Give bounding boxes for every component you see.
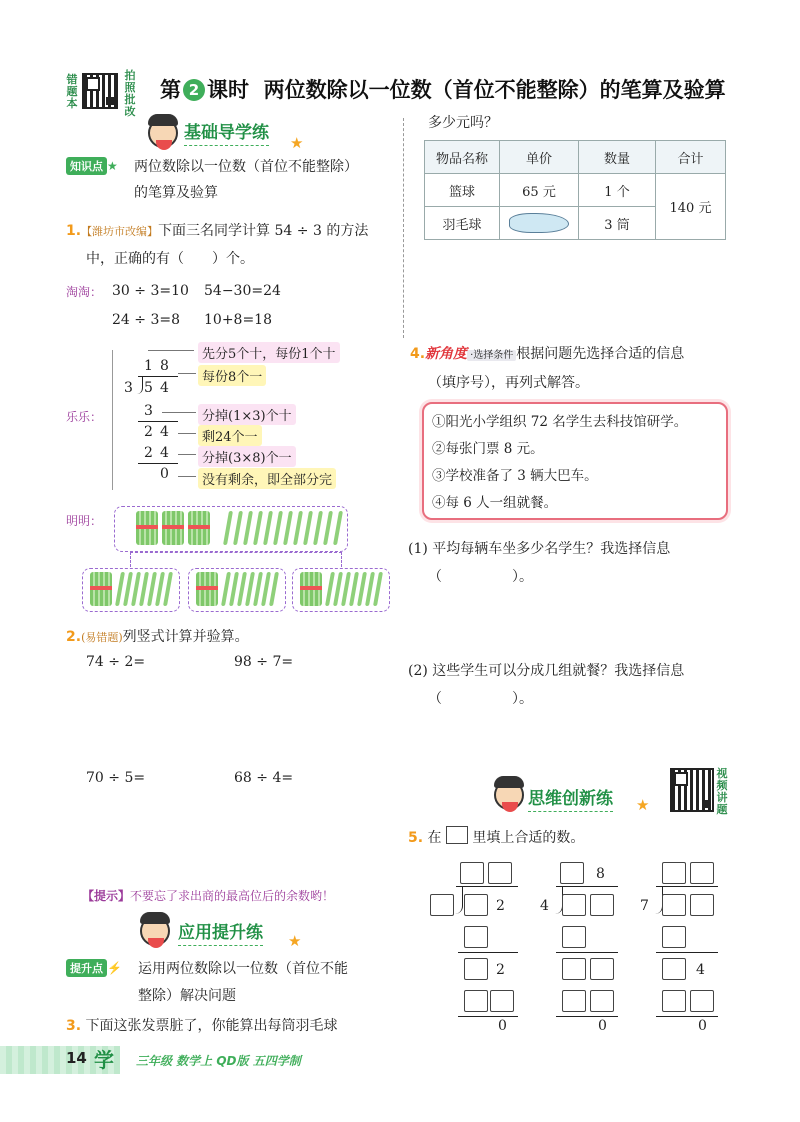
- blank-box[interactable]: [460, 862, 484, 884]
- blank-box[interactable]: [490, 990, 514, 1012]
- blank-box[interactable]: [690, 990, 714, 1012]
- digit: 0: [598, 1018, 607, 1034]
- sub-question-2-blank[interactable]: （ ）。: [428, 691, 533, 707]
- brand-logo: 学: [94, 1048, 114, 1072]
- table-header: 物品名称: [425, 141, 500, 174]
- lesson-number: 2: [183, 79, 205, 101]
- kid-mascot-icon: [494, 780, 524, 810]
- expression-1: 74 ÷ 2=: [86, 654, 146, 670]
- page-number: 14: [66, 1049, 87, 1067]
- option-3: ③学校准备了 3 辆大巴车。: [432, 468, 598, 484]
- blank-box[interactable]: [562, 894, 586, 916]
- table-cell: 65 元: [500, 174, 579, 207]
- taotao-label: 淘淘：: [66, 285, 103, 299]
- kid-mascot-icon: [140, 916, 170, 946]
- box-icon: [446, 826, 468, 844]
- question-2: 2.(易错题)列竖式计算并验算。: [66, 629, 249, 645]
- knowledge-point-text-2: 的笔算及验算: [134, 185, 218, 201]
- option-1: ①阳光小学组织 72 名学生去科技馆研学。: [432, 414, 688, 430]
- table-total: 140 元: [656, 174, 726, 240]
- blank-box[interactable]: [464, 894, 488, 916]
- table-cell: 1 个: [579, 174, 656, 207]
- note-1: 先分5个十，每份1个十: [198, 342, 340, 363]
- table-header: 数量: [579, 141, 656, 174]
- note-6: 没有剩余，即全部分完: [198, 468, 336, 489]
- question-3-cont: 多少元吗？: [428, 115, 498, 131]
- option-2: ②每张门票 8 元。: [432, 441, 544, 457]
- blank-box[interactable]: [662, 990, 686, 1012]
- question-4: 4.新角度 ·选择条件 根据问题先选择合适的信息: [410, 346, 685, 362]
- upgrade-point-text-2: 整除）解决问题: [138, 988, 236, 1004]
- section-title-basics: 基础导学练: [184, 118, 269, 146]
- digit: 8: [596, 866, 605, 882]
- question-3: 3. 下面这张发票脏了，你能算出每筒羽毛球: [66, 1018, 338, 1034]
- arrow-line: [178, 454, 196, 455]
- arrow-line: [162, 412, 196, 413]
- video-label: 视频讲题: [716, 767, 728, 816]
- taotao-line1b: 54−30=24: [204, 283, 281, 299]
- blank-box[interactable]: [464, 990, 488, 1012]
- option-4: ④每 6 人一组就餐。: [432, 495, 558, 511]
- taotao-line1a: 30 ÷ 3=10: [112, 283, 189, 299]
- question-1-cont: 中，正确的有（ ）个。: [86, 251, 254, 267]
- blank-box[interactable]: [562, 990, 586, 1012]
- stick-bundle-icon: [188, 511, 210, 545]
- note-2: 每份8个一: [198, 365, 266, 386]
- lightning-icon: ⚡: [107, 961, 122, 975]
- book-info: 三年级 数学上 QD版 五四学制: [136, 1054, 301, 1068]
- sub-question-1: (1) 平均每辆车坐多少名学生？我选择信息: [408, 541, 671, 557]
- qr-code-icon[interactable]: [82, 73, 118, 109]
- knowledge-point-text: 两位数除以一位数（首位不能整除）: [134, 159, 358, 175]
- blank-box[interactable]: [690, 894, 714, 916]
- lele-label: 乐乐：: [66, 410, 103, 424]
- digit: 0: [498, 1018, 507, 1034]
- expression-3: 70 ÷ 5=: [86, 770, 146, 786]
- stick-bundle-icon: [90, 572, 112, 606]
- arrow-line: [178, 373, 196, 374]
- expression-4: 68 ÷ 4=: [234, 770, 294, 786]
- taotao-line2b: 10+8=18: [204, 312, 272, 328]
- long-division-lele: 1 8 3 5 4 3 2 4 2 4 0: [118, 358, 188, 488]
- section-title-apply: 应用提升练: [178, 918, 263, 946]
- sub-question-2: (2) 这些学生可以分成几组就餐？我选择信息: [408, 663, 685, 679]
- blank-box[interactable]: [590, 958, 614, 980]
- table-cell: 篮球: [425, 174, 500, 207]
- blank-box[interactable]: [662, 926, 686, 948]
- wrong-book-label: 错题本: [66, 73, 78, 110]
- arrow-line: [148, 350, 194, 351]
- blank-box[interactable]: [662, 894, 686, 916]
- column-divider: [403, 118, 404, 338]
- digit: 4: [696, 962, 705, 978]
- blank-box[interactable]: [562, 926, 586, 948]
- blank-box[interactable]: [662, 958, 686, 980]
- blank-box[interactable]: [464, 926, 488, 948]
- digit: 7: [640, 898, 649, 914]
- upgrade-point: [66, 959, 122, 977]
- sub-question-1-blank[interactable]: （ ）。: [428, 569, 533, 585]
- note-3: 分掉(1×3)个十: [198, 404, 296, 425]
- digit: 0: [698, 1018, 707, 1034]
- blank-box[interactable]: [662, 862, 686, 884]
- stick-bundle-icon: [300, 572, 322, 606]
- upgrade-point-text: 运用两位数除以一位数（首位不能: [138, 961, 348, 977]
- note-5: 分掉(3×8)个一: [198, 446, 296, 467]
- connector-line: [130, 552, 342, 567]
- blank-box[interactable]: [590, 894, 614, 916]
- stick-bundle-icon: [196, 572, 218, 606]
- blank-box[interactable]: [690, 862, 714, 884]
- table-header: 合计: [656, 141, 726, 174]
- stick-bundle-icon: [162, 511, 184, 545]
- star-icon: ★: [636, 796, 650, 814]
- knowledge-point: [66, 157, 118, 175]
- note-4: 剩24个一: [198, 425, 262, 446]
- table-header: 单价: [500, 141, 579, 174]
- stick-bundle-icon: [136, 511, 158, 545]
- invoice-table: [424, 140, 726, 240]
- question-1: 1.【潍坊市改编】下面三名同学计算 54 ÷ 3 的方法: [66, 223, 369, 239]
- blank-box[interactable]: [590, 990, 614, 1012]
- digit: 4: [540, 898, 549, 914]
- question-5: 5. 在 里填上合适的数。: [408, 826, 584, 847]
- digit: 2: [496, 898, 505, 914]
- star-icon: ★: [107, 159, 118, 173]
- stain-cell: [500, 207, 579, 240]
- blank-box[interactable]: [560, 862, 584, 884]
- page-title: 第 2 课时 两位数除以一位数（首位不能整除）的笔算及验算: [160, 78, 726, 102]
- mingming-label: 明明：: [66, 514, 103, 528]
- upgrade-point-tag: 提升点: [66, 959, 107, 977]
- blank-box[interactable]: [562, 958, 586, 980]
- question-4-cont: （填序号），再列式解答。: [428, 375, 589, 391]
- blank-box[interactable]: [488, 862, 512, 884]
- kid-mascot-icon: [148, 118, 178, 148]
- section-title-thinking: 思维创新练: [528, 784, 613, 812]
- taotao-line2a: 24 ÷ 3=8: [112, 312, 180, 328]
- blank-box[interactable]: [464, 958, 488, 980]
- digit: 2: [496, 962, 505, 978]
- arrow-line: [178, 476, 196, 477]
- star-icon: ★: [290, 134, 304, 152]
- blank-box[interactable]: [430, 894, 454, 916]
- table-cell: 3 筒: [579, 207, 656, 240]
- video-qr-code-icon[interactable]: [670, 768, 714, 812]
- star-icon: ★: [288, 932, 302, 950]
- knowledge-point-tag: 知识点: [66, 157, 107, 175]
- expression-2: 98 ÷ 7=: [234, 654, 294, 670]
- arrow-line: [178, 433, 196, 434]
- stain-icon: [509, 213, 569, 233]
- table-cell: 羽毛球: [425, 207, 500, 240]
- photo-grade-label: 拍照批改: [124, 69, 136, 118]
- hint: 【提示】不要忘了求出商的最高位后的余数哟！: [82, 889, 335, 903]
